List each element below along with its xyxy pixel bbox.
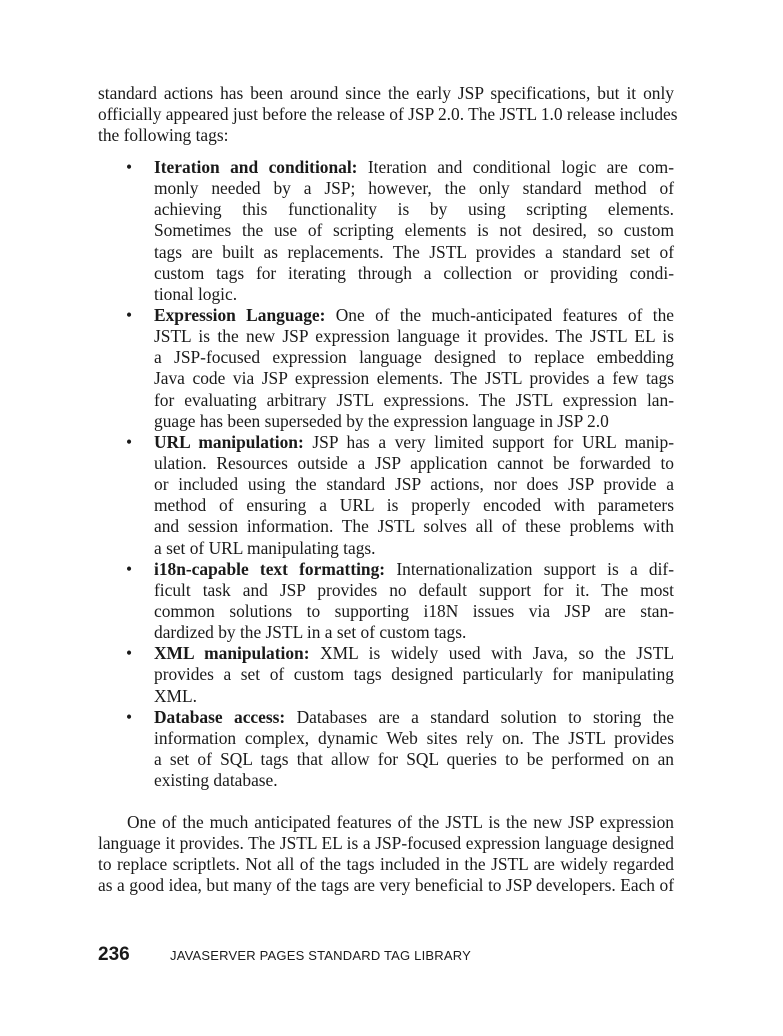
text-line: XML. (154, 685, 197, 706)
text-line: existing database. (154, 770, 278, 791)
tag-list (98, 157, 674, 791)
list-item-text: XML is widely used with Java, so the JSTL (309, 643, 674, 664)
list-item-term: i18n-capable text formatting: (154, 558, 386, 579)
text-line: to replace scriptlets. Not all of the tags included in the JSTL are widely regarded (98, 854, 674, 875)
text-line: Sometimes the use of scripting elements is not desired, so custom (154, 220, 674, 241)
list-item-term: Expression Language: (154, 304, 326, 325)
bullet-icon: • (126, 706, 133, 727)
intro-paragraph (98, 83, 678, 146)
page-number: 236 (98, 944, 130, 965)
text-line: and session information. The JSTL solves all of these problems with (154, 516, 674, 537)
list-item (98, 643, 674, 706)
text-line: standard actions has been around since the early JSP specifications, but it only (98, 83, 674, 103)
bullet-icon: • (126, 558, 133, 579)
bullet-icon: • (126, 304, 133, 325)
list-item-term: URL manipulation: (154, 431, 304, 452)
text-line (154, 707, 674, 728)
text-line (154, 559, 674, 580)
text-line: as a good idea, but many of the tags are very beneficial to JSP developers. Each of (98, 875, 674, 896)
text-line: language it provides. The JSTL EL is a JSP-focused expression language designed (98, 833, 674, 854)
closing-paragraph (98, 812, 674, 897)
text-line: a JSP-focused expression language designed to replace embedding (154, 347, 674, 368)
list-item-text: One of the much-anticipated features of the (325, 304, 674, 325)
text-line: monly needed by a JSP; however, the only standard method of (154, 178, 674, 199)
text-line: method of ensuring a URL is properly encoded with parameters (154, 495, 674, 516)
text-line: officially appeared just before the release of JSP 2.0. The JSTL 1.0 release includes (98, 104, 678, 125)
text-line: provides a set of custom tags designed particularly for manipulating (154, 664, 674, 685)
list-item (98, 432, 674, 559)
text-line: dardized by the JSTL in a set of custom tags. (154, 622, 467, 643)
list-item-text: Iteration and conditional logic are com- (357, 157, 674, 177)
list-item-term: Database access: (154, 706, 286, 727)
text-line: achieving this functionality is by using scripting elements. (154, 199, 674, 220)
list-item (98, 305, 674, 432)
bullet-icon: • (126, 431, 133, 452)
text-line: One of the much anticipated features of the JSTL is the new JSP expression (127, 812, 674, 832)
running-head: JAVASERVER PAGES STANDARD TAG LIBRARY (170, 948, 471, 963)
bullet-icon: • (126, 157, 133, 177)
list-item-term: Iteration and conditional: (154, 157, 358, 177)
text-line: information complex, dynamic Web sites rely on. The JSTL provides (154, 727, 674, 748)
text-line: tional logic. (154, 283, 238, 304)
list-item (98, 157, 674, 305)
text-line: ficult task and JSP provides no default support for it. The most (154, 579, 674, 600)
text-line (154, 643, 674, 664)
text-line: a set of SQL tags that allow for SQL queries to be performed on an (154, 748, 674, 769)
text-line (154, 305, 674, 326)
text-line: the following tags: (98, 125, 229, 146)
text-line: for evaluating arbitrary JSTL expressions. The JSTL expression lan- (154, 389, 674, 410)
list-item-term: XML manipulation: (154, 643, 310, 664)
text-line: custom tags for iterating through a collection or providing condi- (154, 262, 674, 283)
text-line (154, 157, 674, 178)
text-line (154, 432, 674, 453)
text-line: common solutions to supporting i18N issues via JSP are stan- (154, 600, 674, 621)
list-item (98, 707, 674, 792)
text-line: tags are built as replacements. The JSTL provides a standard set of (154, 241, 674, 262)
list-item-text: JSP has a very limited support for URL manip- (303, 431, 674, 452)
text-line: guage has been superseded by the expression language in JSP 2.0 (154, 410, 609, 431)
list-item (98, 559, 674, 644)
text-line: ulation. Resources outside a JSP application cannot be forwarded to (154, 452, 674, 473)
text-line: or included using the standard JSP actions, nor does JSP provide a (154, 474, 674, 495)
text-line: Java code via JSP expression elements. The JSTL provides a few tags (154, 368, 674, 389)
bullet-icon: • (126, 643, 133, 664)
list-item-text: Internationalization support is a dif- (385, 558, 675, 579)
list-item-text: Databases are a standard solution to storing the (285, 706, 675, 727)
text-line: a set of URL manipulating tags. (154, 537, 376, 558)
text-line: JSTL is the new JSP expression language it provides. The JSTL EL is (154, 326, 674, 347)
